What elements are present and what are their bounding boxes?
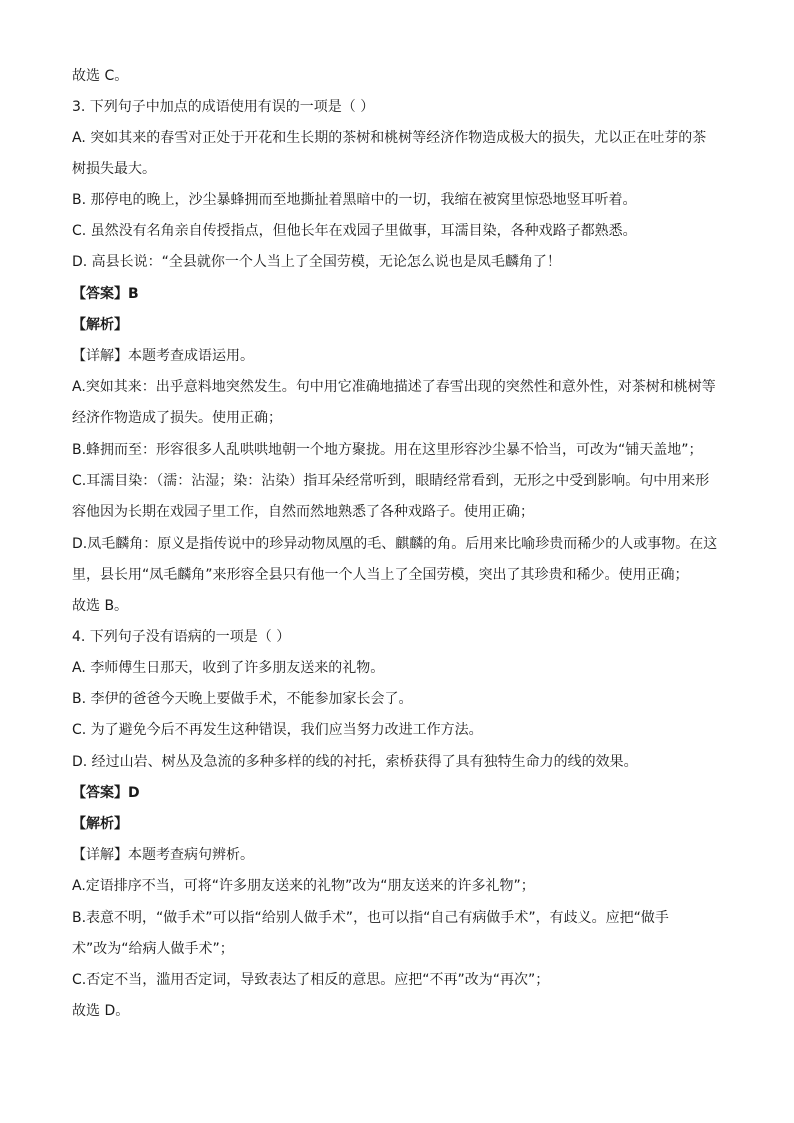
option-line: D. 高县长说：“全县就你一个人当上了全国劳模，无论怎么说也是凤毛麟角了！ (72, 254, 561, 270)
option-line: A. 突如其来的春雪对正处于开花和生长期的茶树和桃树等经济作物造成极大的损失，尤以正在吐芽的茶 (72, 130, 707, 146)
detail-line: 【详解】本题考查病句辨析。 (72, 847, 254, 863)
option-line: B. 那停电的晚上，沙尘暴蜂拥而至地撕扯着黑暗中的一切，我缩在被窝里惊恐地竖耳听着。 (72, 192, 637, 208)
detail-line: B.表意不明，“做手术”可以指“给别人做手术”，也可以指“自己有病做手术”，有歧义。应把“做手 (72, 910, 669, 926)
detail-line: D.凤毛麟角：原义是指传说中的珍异动物凤凰的毛、麒麟的角。后用来比喻珍贵而稀少的人或事物。在这 (72, 536, 718, 552)
detail-line: 【详解】本题考查成语运用。 (72, 348, 254, 364)
option-line: C. 为了避免今后不再发生这种错误，我们应当努力改进工作方法。 (72, 722, 483, 738)
detail-line: 里，县长用“凤毛麟角”来形容全县只有他一个人当上了全国劳模，突出了其珍贵和稀少。使用正确； (72, 567, 689, 583)
option-line: 树损失最大。 (72, 161, 156, 177)
detail-line: A.突如其来：出乎意料地突然发生。句中用它准确地描述了春雪出现的突然性和意外性，对茶树和桃树等 (72, 379, 716, 395)
answer-label: 【答案】B (72, 286, 139, 302)
question-stem: 3. 下列句子中加点的成语使用有误的一项是（ ） (72, 99, 375, 115)
text-line: 故选 B。 (72, 598, 129, 614)
detail-line: 术”改为“给病人做手术”； (72, 941, 234, 957)
detail-line: B.蜂拥而至：形容很多人乱哄哄地朝一个地方聚拢。用在这里形容沙尘暴不恰当，可改为“铺天盖地”； (72, 442, 703, 458)
analysis-label: 【解析】 (72, 816, 128, 832)
text-line: 故选 D。 (72, 1003, 130, 1019)
question-stem: 4. 下列句子没有语病的一项是（ ） (72, 629, 291, 645)
answer-label: 【答案】D (72, 785, 140, 801)
option-line: C. 虽然没有名角亲自传授指点，但他长年在戏园子里做事，耳濡目染，各种戏路子都熟悉。 (72, 223, 637, 239)
text-line: 故选 C。 (72, 68, 129, 84)
detail-line: C.否定不当，滥用否定词，导致表达了相反的意思。应把“不再”改为“再次”； (72, 972, 550, 988)
detail-line: C.耳濡目染：（濡：沾湿；染：沾染）指耳朵经常听到，眼睛经常看到，无形之中受到影响。句中用来形 (72, 473, 710, 489)
option-line: B. 李伊的爸爸今天晚上要做手术，不能参加家长会了。 (72, 691, 413, 707)
detail-line: 经济作物造成了损失。使用正确； (72, 410, 282, 426)
analysis-label: 【解析】 (72, 317, 128, 333)
detail-line: 容他因为长期在戏园子里工作，自然而然地熟悉了各种戏路子。使用正确； (72, 504, 534, 520)
option-line: D. 经过山岩、树丛及急流的多种多样的线的衬托，索桥获得了具有独特生命力的线的效果。 (72, 754, 638, 770)
option-line: A. 李师傅生日那天，收到了许多朋友送来的礼物。 (72, 660, 385, 676)
detail-line: A.定语排序不当，可将“许多朋友送来的礼物”改为“朋友送来的许多礼物”； (72, 878, 535, 894)
